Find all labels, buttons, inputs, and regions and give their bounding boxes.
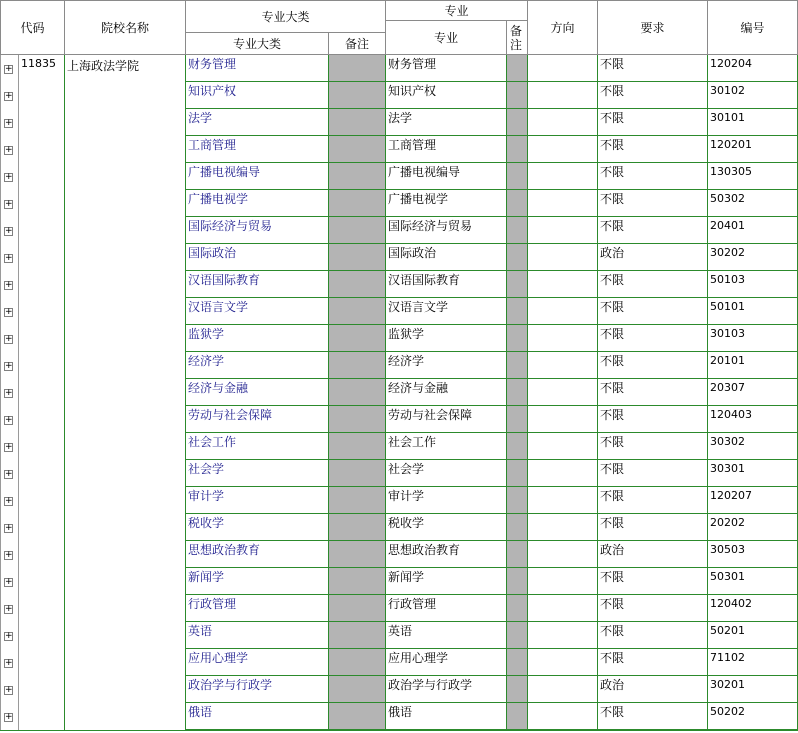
major-cell: 国际政治	[386, 244, 507, 271]
number-cell: 120403	[708, 406, 798, 433]
expand-plus-icon[interactable]: +	[5, 334, 13, 344]
expand-plus-icon[interactable]: +	[5, 442, 13, 452]
major-category-link[interactable]: 监狱学	[186, 325, 329, 352]
requirement-cell: 不限	[598, 325, 708, 352]
category-note-cell	[329, 55, 386, 82]
expand-plus-icon[interactable]: +	[5, 307, 13, 317]
category-note-cell	[329, 271, 386, 298]
major-cell: 应用心理学	[386, 649, 507, 676]
expand-plus-icon[interactable]: +	[5, 361, 13, 371]
number-cell: 50202	[708, 703, 798, 730]
major-cell: 广播电视学	[386, 190, 507, 217]
major-category-link[interactable]: 汉语国际教育	[186, 271, 329, 298]
requirement-cell: 不限	[598, 136, 708, 163]
major-category-link[interactable]: 审计学	[186, 487, 329, 514]
number-cell: 20202	[708, 514, 798, 541]
expand-plus-icon[interactable]: +	[5, 577, 13, 587]
major-cell: 英语	[386, 622, 507, 649]
major-category-link[interactable]: 广播电视编导	[186, 163, 329, 190]
requirement-cell: 不限	[598, 406, 708, 433]
major-category-link[interactable]: 英语	[186, 622, 329, 649]
major-category-link[interactable]: 行政管理	[186, 595, 329, 622]
major-note-cell	[507, 271, 528, 298]
expand-plus-icon[interactable]: +	[5, 469, 13, 479]
major-category-link[interactable]: 知识产权	[186, 82, 329, 109]
direction-cell	[528, 595, 598, 622]
major-category-link[interactable]: 经济学	[186, 352, 329, 379]
number-cell: 30503	[708, 541, 798, 568]
requirement-cell: 政治	[598, 541, 708, 568]
major-cell: 监狱学	[386, 325, 507, 352]
category-note-cell	[329, 379, 386, 406]
major-cell: 劳动与社会保障	[386, 406, 507, 433]
requirement-cell: 不限	[598, 487, 708, 514]
number-cell: 30301	[708, 460, 798, 487]
major-cell: 政治学与行政学	[386, 676, 507, 703]
major-cell: 社会学	[386, 460, 507, 487]
direction-cell	[528, 325, 598, 352]
major-note-cell	[507, 163, 528, 190]
direction-cell	[528, 703, 598, 730]
expand-plus-icon[interactable]: +	[5, 172, 13, 182]
expand-plus-icon[interactable]: +	[5, 253, 13, 263]
major-cell: 工商管理	[386, 136, 507, 163]
number-cell: 30102	[708, 82, 798, 109]
category-note-cell	[329, 244, 386, 271]
number-cell: 50101	[708, 298, 798, 325]
major-category-link[interactable]: 经济与金融	[186, 379, 329, 406]
requirement-cell: 不限	[598, 352, 708, 379]
direction-cell	[528, 514, 598, 541]
category-note-cell	[329, 676, 386, 703]
expand-plus-icon[interactable]: +	[5, 145, 13, 155]
direction-cell	[528, 109, 598, 136]
header-category-note[interactable]: 备注	[329, 33, 386, 55]
header-major-category-group: 专业大类	[186, 0, 386, 33]
header-major-group: 专业	[386, 0, 528, 21]
direction-cell	[528, 433, 598, 460]
major-cell: 知识产权	[386, 82, 507, 109]
expand-plus-icon[interactable]: +	[5, 712, 13, 722]
major-category-link[interactable]: 政治学与行政学	[186, 676, 329, 703]
major-note-cell	[507, 703, 528, 730]
number-cell: 71102	[708, 649, 798, 676]
major-cell: 行政管理	[386, 595, 507, 622]
expand-plus-icon[interactable]: +	[5, 118, 13, 128]
header-code[interactable]: 代码	[0, 0, 65, 55]
number-cell: 50302	[708, 190, 798, 217]
major-note-cell	[507, 109, 528, 136]
major-note-cell	[507, 406, 528, 433]
requirement-cell: 不限	[598, 703, 708, 730]
major-cell: 广播电视编导	[386, 163, 507, 190]
expand-plus-icon[interactable]: +	[5, 388, 13, 398]
major-category-link[interactable]: 财务管理	[186, 55, 329, 82]
major-category-link[interactable]: 税收学	[186, 514, 329, 541]
header-requirement[interactable]: 要求	[598, 0, 708, 55]
number-cell: 20101	[708, 352, 798, 379]
table-bottom-border	[0, 730, 798, 731]
major-cell: 社会工作	[386, 433, 507, 460]
major-cell: 财务管理	[386, 55, 507, 82]
school-name: 上海政法学院	[65, 55, 186, 730]
number-cell: 20307	[708, 379, 798, 406]
major-note-cell	[507, 136, 528, 163]
major-cell: 法学	[386, 109, 507, 136]
number-cell: 50201	[708, 622, 798, 649]
direction-cell	[528, 379, 598, 406]
major-cell: 俄语	[386, 703, 507, 730]
direction-cell	[528, 541, 598, 568]
expand-plus-icon[interactable]: +	[5, 226, 13, 236]
header-school-name[interactable]: 院校名称	[65, 0, 186, 55]
requirement-cell: 不限	[598, 55, 708, 82]
category-note-cell	[329, 406, 386, 433]
category-note-cell	[329, 595, 386, 622]
direction-cell	[528, 271, 598, 298]
major-note-cell	[507, 217, 528, 244]
direction-cell	[528, 190, 598, 217]
expand-plus-icon[interactable]: +	[5, 523, 13, 533]
major-note-cell	[507, 649, 528, 676]
expand-plus-icon[interactable]: +	[5, 550, 13, 560]
number-cell: 30302	[708, 433, 798, 460]
major-category-link[interactable]: 社会工作	[186, 433, 329, 460]
major-category-link[interactable]: 国际经济与贸易	[186, 217, 329, 244]
major-note-cell	[507, 55, 528, 82]
direction-cell	[528, 55, 598, 82]
expand-plus-icon[interactable]: +	[5, 658, 13, 668]
category-note-cell	[329, 82, 386, 109]
major-note-cell	[507, 622, 528, 649]
expand-plus-icon[interactable]: +	[5, 685, 13, 695]
number-cell: 120207	[708, 487, 798, 514]
requirement-cell: 不限	[598, 595, 708, 622]
number-cell: 130305	[708, 163, 798, 190]
number-cell: 20401	[708, 217, 798, 244]
major-category-link[interactable]: 应用心理学	[186, 649, 329, 676]
category-note-cell	[329, 325, 386, 352]
major-note-cell	[507, 514, 528, 541]
major-category-link[interactable]: 新闻学	[186, 568, 329, 595]
expand-plus-icon[interactable]: +	[5, 496, 13, 506]
number-cell: 50103	[708, 271, 798, 298]
direction-cell	[528, 163, 598, 190]
major-note-cell	[507, 487, 528, 514]
category-note-cell	[329, 649, 386, 676]
category-note-cell	[329, 568, 386, 595]
requirement-cell: 不限	[598, 433, 708, 460]
major-note-cell	[507, 433, 528, 460]
major-note-cell	[507, 325, 528, 352]
expand-plus-icon[interactable]: +	[5, 64, 13, 74]
direction-cell	[528, 568, 598, 595]
major-note-cell	[507, 676, 528, 703]
major-cell: 国际经济与贸易	[386, 217, 507, 244]
major-cell: 汉语言文学	[386, 298, 507, 325]
requirement-cell: 不限	[598, 514, 708, 541]
major-cell: 汉语国际教育	[386, 271, 507, 298]
requirement-cell: 不限	[598, 568, 708, 595]
category-note-cell	[329, 190, 386, 217]
major-note-cell	[507, 190, 528, 217]
major-note-cell	[507, 298, 528, 325]
category-note-cell	[329, 298, 386, 325]
category-note-cell	[329, 622, 386, 649]
category-note-cell	[329, 163, 386, 190]
major-note-cell	[507, 595, 528, 622]
direction-cell	[528, 487, 598, 514]
requirement-cell: 不限	[598, 271, 708, 298]
number-cell: 30201	[708, 676, 798, 703]
expand-plus-icon[interactable]: +	[5, 631, 13, 641]
requirement-cell: 不限	[598, 109, 708, 136]
header-major-note[interactable]: 备注	[507, 21, 528, 55]
major-note-cell	[507, 352, 528, 379]
major-category-link[interactable]: 汉语言文学	[186, 298, 329, 325]
category-note-cell	[329, 352, 386, 379]
expand-plus-icon[interactable]: +	[5, 91, 13, 101]
requirement-cell: 不限	[598, 190, 708, 217]
expand-plus-icon[interactable]: +	[5, 415, 13, 425]
major-cell: 税收学	[386, 514, 507, 541]
expand-plus-icon[interactable]: +	[5, 604, 13, 614]
major-note-cell	[507, 541, 528, 568]
major-category-link[interactable]: 社会学	[186, 460, 329, 487]
direction-cell	[528, 676, 598, 703]
requirement-cell: 不限	[598, 649, 708, 676]
requirement-cell: 不限	[598, 217, 708, 244]
category-note-cell	[329, 136, 386, 163]
direction-cell	[528, 217, 598, 244]
category-note-cell	[329, 217, 386, 244]
direction-cell	[528, 649, 598, 676]
school-code: 11835	[19, 55, 65, 730]
number-cell: 120402	[708, 595, 798, 622]
number-cell: 120204	[708, 55, 798, 82]
category-note-cell	[329, 109, 386, 136]
major-cell: 经济学	[386, 352, 507, 379]
direction-cell	[528, 82, 598, 109]
expand-column	[0, 55, 19, 730]
number-cell: 30101	[708, 109, 798, 136]
header-number[interactable]: 编号	[708, 0, 798, 55]
expand-plus-icon[interactable]: +	[5, 199, 13, 209]
requirement-cell: 政治	[598, 244, 708, 271]
major-category-link[interactable]: 广播电视学	[186, 190, 329, 217]
number-cell: 30103	[708, 325, 798, 352]
category-note-cell	[329, 514, 386, 541]
major-cell: 思想政治教育	[386, 541, 507, 568]
number-cell: 50301	[708, 568, 798, 595]
direction-cell	[528, 136, 598, 163]
expand-plus-icon[interactable]: +	[5, 280, 13, 290]
number-cell: 120201	[708, 136, 798, 163]
requirement-cell: 不限	[598, 298, 708, 325]
requirement-cell: 不限	[598, 163, 708, 190]
category-note-cell	[329, 460, 386, 487]
major-cell: 审计学	[386, 487, 507, 514]
category-note-cell	[329, 541, 386, 568]
requirement-cell: 不限	[598, 379, 708, 406]
direction-cell	[528, 622, 598, 649]
major-note-cell	[507, 460, 528, 487]
number-cell: 30202	[708, 244, 798, 271]
requirement-cell: 不限	[598, 622, 708, 649]
major-cell: 新闻学	[386, 568, 507, 595]
major-cell: 经济与金融	[386, 379, 507, 406]
major-note-cell	[507, 244, 528, 271]
header-direction[interactable]: 方向	[528, 0, 598, 55]
major-category-link[interactable]: 劳动与社会保障	[186, 406, 329, 433]
major-note-cell	[507, 568, 528, 595]
major-category-link[interactable]: 工商管理	[186, 136, 329, 163]
direction-cell	[528, 298, 598, 325]
major-note-cell	[507, 379, 528, 406]
header-major-category[interactable]: 专业大类	[186, 33, 329, 55]
requirement-cell: 不限	[598, 460, 708, 487]
major-category-link[interactable]: 国际政治	[186, 244, 329, 271]
requirement-cell: 不限	[598, 82, 708, 109]
header-major[interactable]: 专业	[386, 21, 507, 55]
direction-cell	[528, 244, 598, 271]
major-category-link[interactable]: 法学	[186, 109, 329, 136]
major-category-link[interactable]: 俄语	[186, 703, 329, 730]
category-note-cell	[329, 703, 386, 730]
direction-cell	[528, 406, 598, 433]
direction-cell	[528, 352, 598, 379]
major-category-link[interactable]: 思想政治教育	[186, 541, 329, 568]
category-note-cell	[329, 433, 386, 460]
requirement-cell: 政治	[598, 676, 708, 703]
category-note-cell	[329, 487, 386, 514]
direction-cell	[528, 460, 598, 487]
major-note-cell	[507, 82, 528, 109]
